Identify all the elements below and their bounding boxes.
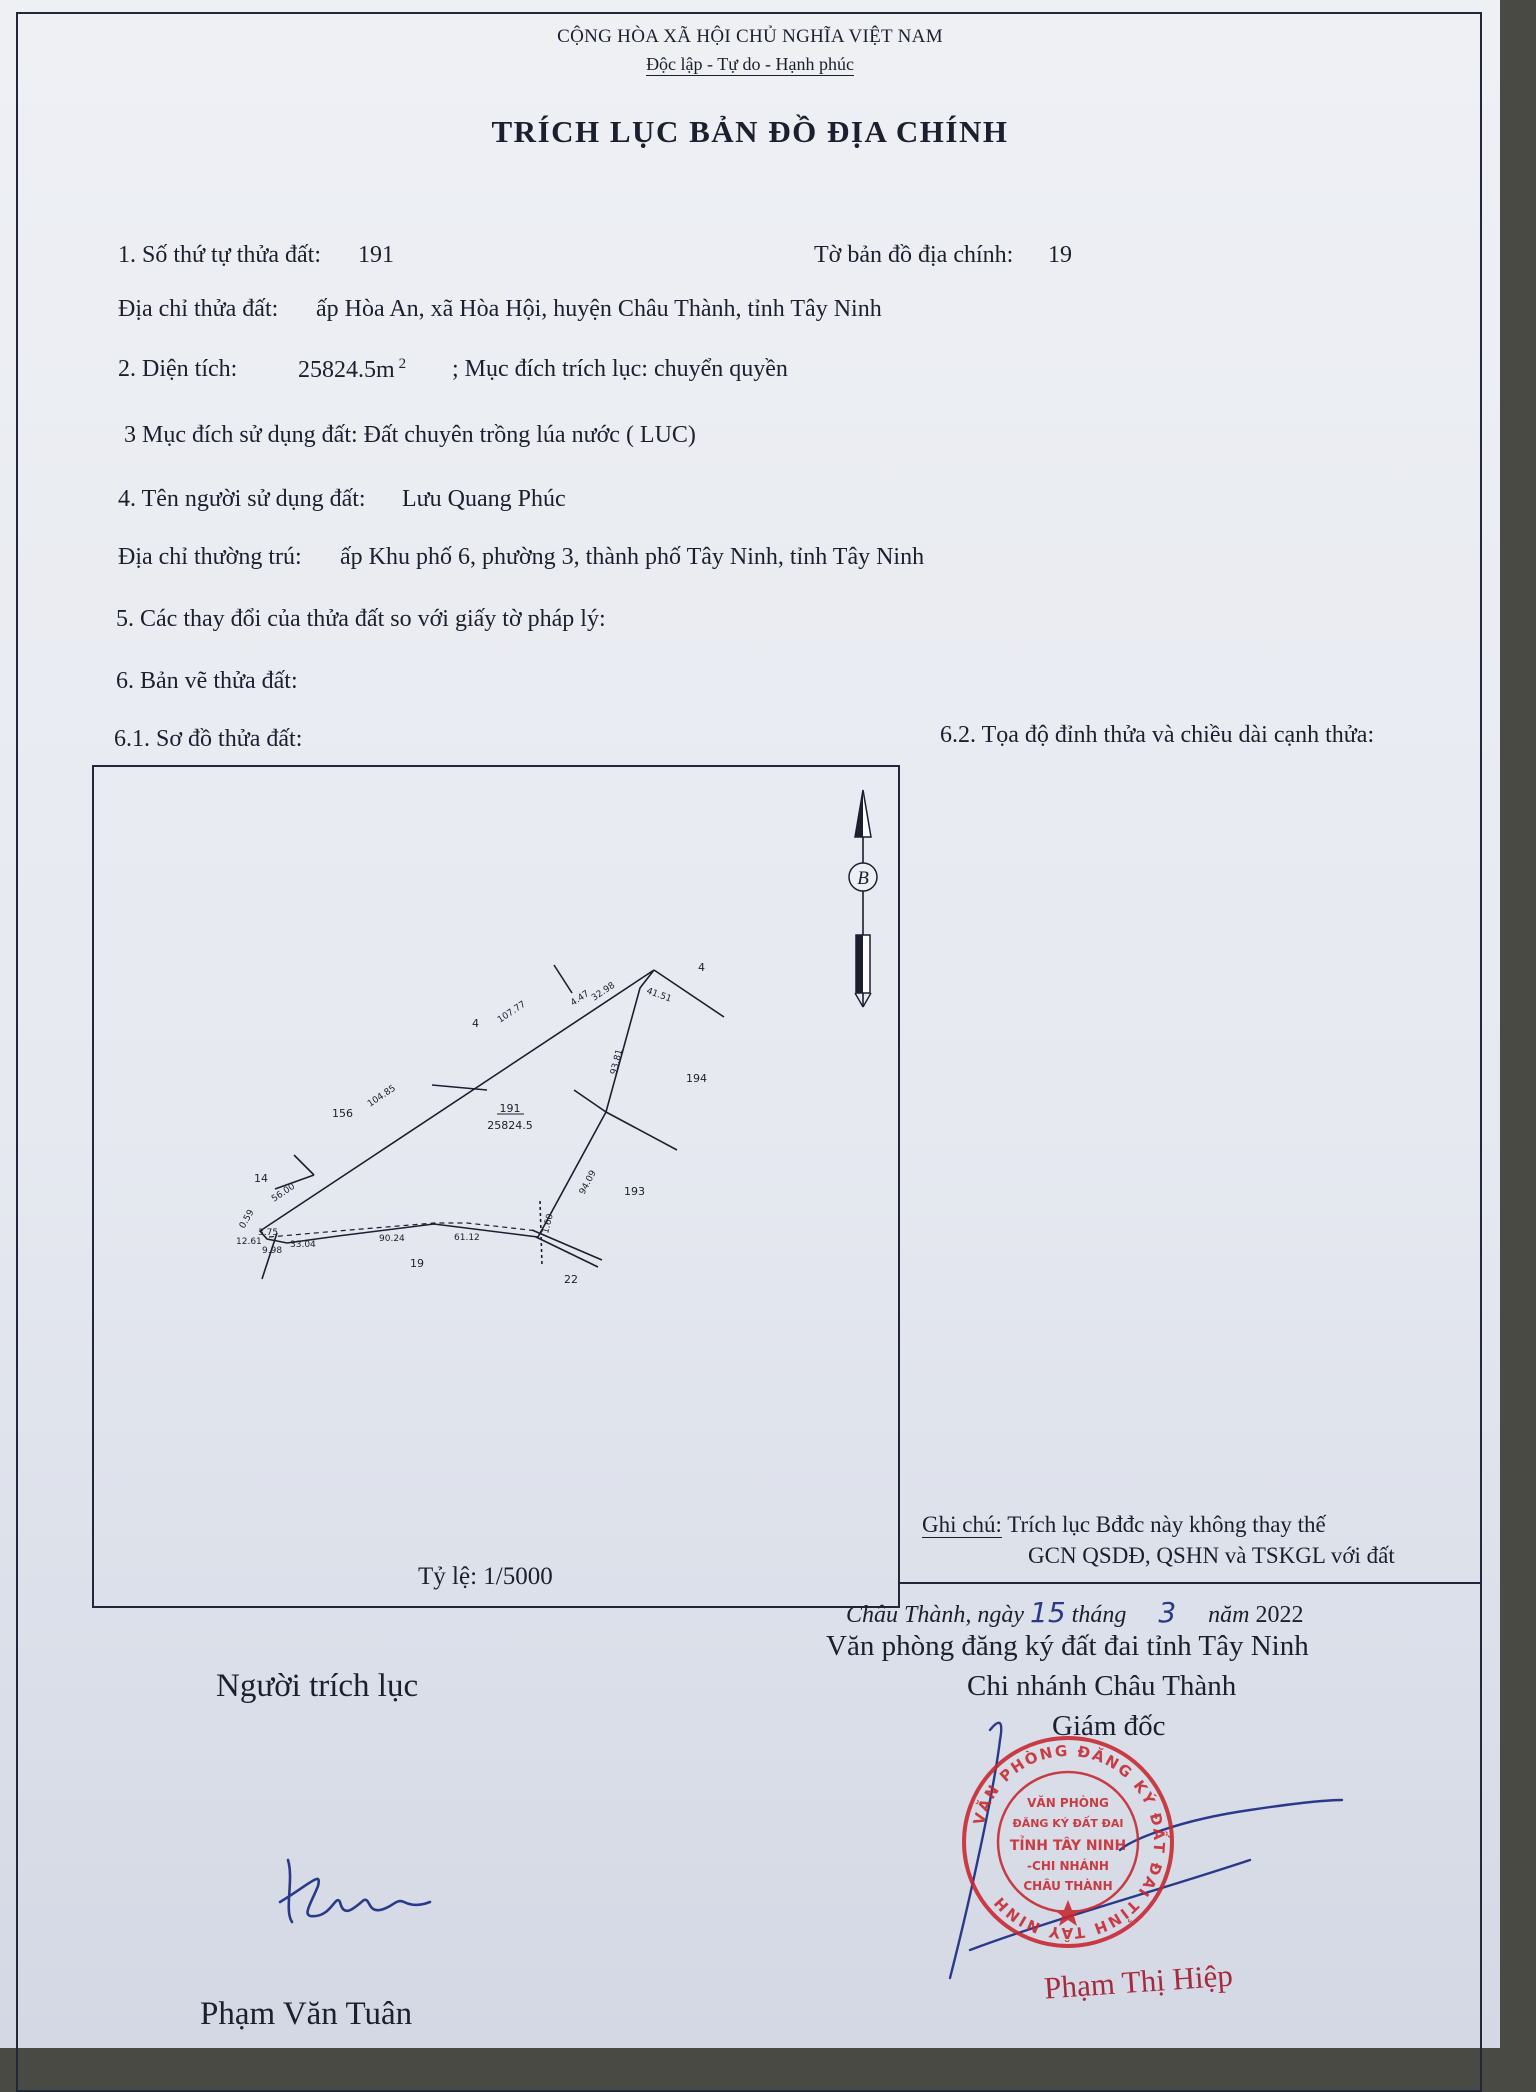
extractor-signature — [270, 1840, 440, 1940]
changes-label: 5. Các thay đổi của thửa đất so với giấy tờ pháp lý: — [116, 606, 606, 632]
date-month: 3 — [1158, 1596, 1177, 1629]
parcel-no-label: 1. Số thứ tự thửa đất: — [118, 242, 322, 268]
drawing-label: 6. Bản vẽ thửa đất: — [116, 668, 298, 694]
motto — [0, 54, 1500, 75]
edge-length: 1.60 — [541, 1212, 556, 1235]
boundary-tick — [574, 1090, 606, 1112]
document-title: TRÍCH LỤC BẢN ĐỒ ĐỊA CHÍNH — [491, 114, 1009, 149]
map-sheet-label: Tờ bản đồ địa chính: — [814, 242, 1014, 268]
boundary-tick — [606, 1112, 677, 1150]
extractor-name: Phạm Văn Tuân — [200, 1996, 413, 2032]
neighbor-label: 4 — [472, 1017, 479, 1030]
office-line1: Văn phòng đăng ký đất đai tỉnh Tây Ninh — [826, 1630, 1309, 1662]
neighbor-label: 4 — [698, 961, 705, 974]
edge-length: 12.61 — [236, 1237, 262, 1247]
land-use-purpose: 3 Mục đích sử dụng đất: Đất chuyên trồng lúa nước ( LUC) — [124, 422, 696, 448]
area-label: 2. Diện tích: — [118, 356, 238, 382]
north-arrow — [849, 790, 877, 1007]
neighbor-label: 22 — [564, 1273, 578, 1286]
edge-length: 4.47 — [569, 988, 592, 1009]
boundary-tick — [554, 965, 572, 993]
area-value — [298, 356, 406, 384]
edge-length: 56.00 — [270, 1181, 298, 1205]
neighbor-label: 19 — [410, 1257, 424, 1270]
stamp-center-line: CHÂU THÀNH — [1023, 1879, 1113, 1893]
stamp-center-line: VĂN PHÒNG — [1027, 1796, 1109, 1810]
edge-length: 9.98 — [262, 1246, 283, 1256]
neighbor-label: 193 — [624, 1185, 645, 1198]
director-title: Giám đốc — [1052, 1710, 1166, 1742]
note-text2: GCN QSDĐ, QSHN và TSKGL với đất — [1028, 1543, 1395, 1568]
owner-name: Lưu Quang Phúc — [402, 486, 566, 512]
edge-length: 94.09 — [577, 1168, 599, 1197]
date-day: 15 — [1030, 1596, 1066, 1629]
edge-length: 90.24 — [379, 1234, 405, 1244]
parcel-address-value: ấp Hòa An, xã Hòa Hội, huyện Châu Thành, tỉnh Tây Ninh — [316, 296, 882, 322]
extractor-title: Người trích lục — [216, 1668, 419, 1704]
parcel-boundary — [260, 970, 654, 1243]
edge-length: 107.77 — [496, 999, 528, 1026]
parcel-sketch — [92, 765, 900, 1608]
edge-length: 41.51 — [644, 986, 673, 1005]
date-prefix: Châu Thành, ngày — [846, 1602, 1025, 1628]
parcel-number-label: 191 — [499, 1102, 521, 1115]
parcel-address-label: Địa chỉ thửa đất: — [118, 296, 279, 322]
neighbor-label: 14 — [254, 1172, 268, 1185]
note-text1: Trích lục Bđđc này không thay thế — [1007, 1512, 1326, 1537]
map-sheet-value: 19 — [1048, 242, 1072, 268]
office-stamp — [958, 1732, 1178, 1952]
date-year-word: năm — [1208, 1602, 1250, 1628]
edge-length: 93.81 — [609, 1048, 626, 1076]
edge-length: 3.75 — [258, 1228, 279, 1238]
note-divider — [900, 1582, 1482, 1584]
boundary-tick — [294, 1155, 314, 1175]
edge-length: 0.59 — [237, 1208, 257, 1231]
stamp-star-icon — [1054, 1900, 1082, 1926]
residence-value: ấp Khu phố 6, phường 3, thành phố Tây Ninh, tỉnh Tây Ninh — [340, 544, 925, 570]
stamp-ring-text: VĂN PHÒNG ĐĂNG KÝ ĐẤT ĐAI TỈNH TÂY NINH — [969, 1741, 1169, 1943]
note-line1 — [922, 1512, 1326, 1538]
edge-length: 61.12 — [454, 1233, 480, 1243]
parcel-no-value: 191 — [358, 242, 394, 268]
sketch-label: 6.1. Sơ đồ thửa đất: — [114, 726, 303, 752]
director-name: Phạm Thị Hiệp — [1042, 1957, 1234, 2006]
edge-length: 32.98 — [590, 980, 618, 1004]
area-number: 25824.5m — [298, 357, 395, 383]
neighbor-label: 156 — [332, 1107, 353, 1120]
scale-label: Tỷ lệ: 1/5000 — [418, 1563, 553, 1590]
office-line2: Chi nhánh Châu Thành — [967, 1670, 1237, 1702]
parcel-area-label: 25824.5 — [487, 1119, 533, 1132]
motto-text: Độc lập - Tự do - Hạnh phúc — [646, 54, 854, 74]
signing-date — [846, 1596, 1304, 1629]
extract-purpose: ; Mục đích trích lục: chuyển quyền — [452, 356, 788, 382]
residence-label: Địa chỉ thường trú: — [118, 544, 302, 570]
area-unit-superscript: 2 — [398, 356, 407, 372]
edge-length: 104.85 — [366, 1083, 398, 1110]
north-letter: B — [857, 868, 869, 889]
country-name: CỘNG HÒA XÃ HỘI CHỦ NGHĨA VIỆT NAM — [557, 26, 943, 47]
owner-label: 4. Tên người sử dụng đất: — [118, 486, 366, 512]
neighbor-label: 194 — [686, 1072, 707, 1085]
date-month-word: tháng — [1071, 1602, 1127, 1628]
stamp-center-line: -CHI NHÁNH — [1027, 1859, 1109, 1873]
boundary-tick — [536, 1237, 598, 1267]
coordinates-label: 6.2. Tọa độ đỉnh thửa và chiều dài cạnh thửa: — [940, 722, 1375, 748]
note-label: Ghi chú: — [922, 1512, 1002, 1537]
stamp-center-line: ĐĂNG KÝ ĐẤT ĐAI — [1012, 1817, 1124, 1830]
edge-length: 33.04 — [290, 1240, 316, 1250]
stamp-center-line: TỈNH TÂY NINH — [1009, 1838, 1127, 1854]
date-year: 2022 — [1255, 1602, 1304, 1628]
